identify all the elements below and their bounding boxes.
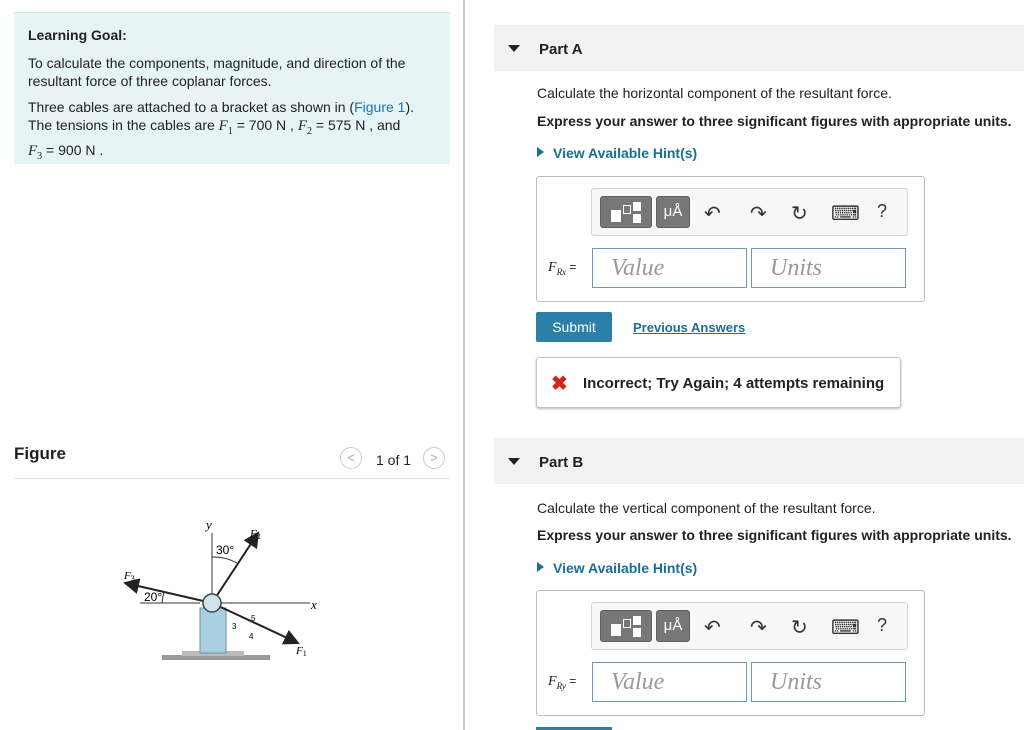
submit-button[interactable]: Submit — [536, 312, 612, 342]
angle-arc-20 — [162, 592, 164, 603]
redo-icon[interactable]: ↷ — [750, 617, 767, 639]
part-b-label: $F_{Ry}$ = — [548, 674, 577, 691]
help-icon[interactable]: ? — [877, 201, 888, 221]
learning-goal-box — [14, 12, 450, 164]
part-b-toolbar — [591, 602, 908, 650]
collapse-triangle-icon — [508, 458, 520, 465]
feedback-text: Incorrect; Try Again; 4 attempts remaining — [583, 375, 885, 392]
part-a-toolbar — [591, 188, 908, 236]
label-f1: F1 — [296, 645, 307, 658]
keyboard-icon[interactable]: ⌨ — [831, 203, 860, 225]
label-f3: F3 — [124, 570, 135, 583]
figure-title: Figure — [14, 444, 66, 463]
angle-arc-30 — [212, 557, 237, 563]
part-a-header[interactable] — [494, 25, 1024, 71]
part-b-question: Calculate the vertical component of the resultant force. — [537, 500, 876, 516]
part-b-instruction: Express your answer to three significant figures with appropriate units. — [537, 527, 1012, 543]
bracket-figure — [110, 515, 340, 685]
label-angle-30: 30° — [216, 543, 235, 557]
learning-goal-text: To calculate the components, magnitude, and direction of the resultant force of three coplanar forces. — [28, 55, 406, 89]
label-tri-5: 5 — [251, 614, 256, 623]
figure-link[interactable]: Figure 1 — [354, 99, 406, 115]
undo-icon[interactable]: ↶ — [704, 617, 721, 639]
undo-icon[interactable]: ↶ — [704, 203, 721, 225]
previous-answers-link[interactable]: Previous Answers — [633, 320, 746, 335]
reset-icon[interactable]: ↻ — [791, 203, 808, 225]
learning-goal-title: Learning Goal: — [28, 27, 127, 43]
part-a-question: Calculate the horizontal component of the resultant force. — [537, 85, 892, 101]
expand-triangle-icon — [537, 147, 544, 157]
keyboard-icon[interactable]: ⌨ — [831, 617, 860, 639]
template-icon[interactable] — [600, 196, 652, 228]
cable-f3 — [125, 583, 212, 603]
ring — [203, 594, 221, 612]
label-tri-4: 4 — [249, 632, 254, 641]
part-a-title: Part A — [539, 41, 583, 58]
label-f2: F2 — [250, 528, 261, 541]
figure-prev-button[interactable] — [340, 447, 362, 469]
part-a-label: $F_{Rx}$ = — [548, 260, 577, 277]
chevron-left-icon: < — [347, 450, 355, 465]
help-icon[interactable]: ? — [877, 615, 888, 635]
feedback-box — [536, 357, 901, 408]
units-mu-button[interactable]: μÅ — [656, 196, 690, 228]
bracket-post — [200, 608, 226, 653]
reset-icon[interactable]: ↻ — [791, 617, 808, 639]
figure-pager: 1 of 1 — [376, 452, 412, 468]
part-a-hint-link[interactable]: View Available Hint(s) — [537, 145, 697, 161]
label-tri-3: 3 — [232, 622, 237, 631]
template-icon[interactable] — [600, 610, 652, 642]
incorrect-icon: ✖ — [551, 373, 568, 395]
expand-triangle-icon — [537, 562, 544, 572]
label-y: y — [206, 517, 212, 532]
part-b-hint-link[interactable]: View Available Hint(s) — [537, 560, 697, 576]
part-b-value-input[interactable]: Value — [592, 662, 747, 702]
redo-icon[interactable]: ↷ — [750, 203, 767, 225]
part-b-title: Part B — [539, 454, 584, 471]
figure-divider — [14, 478, 449, 479]
label-x: x — [311, 597, 317, 612]
units-mu-button[interactable]: μÅ — [656, 610, 690, 642]
problem-statement: Three cables are attached to a bracket as shown in (Figure 1). The tensions in the cables are $F_1 = 700$ N , $F_2 = 575$ N , and $F_3 = 900$ N . — [28, 99, 414, 162]
part-b-units-input[interactable]: Units — [751, 662, 906, 702]
chevron-right-icon: > — [430, 450, 438, 465]
figure-next-button[interactable] — [423, 447, 445, 469]
label-angle-20: 20° — [144, 590, 163, 604]
part-a-instruction: Express your answer to three significant figures with appropriate units. — [537, 113, 1012, 129]
column-divider — [463, 0, 465, 730]
part-b-header[interactable] — [494, 438, 1024, 484]
part-a-value-input[interactable]: Value — [592, 248, 747, 288]
collapse-triangle-icon — [508, 45, 520, 52]
part-a-units-input[interactable]: Units — [751, 248, 906, 288]
